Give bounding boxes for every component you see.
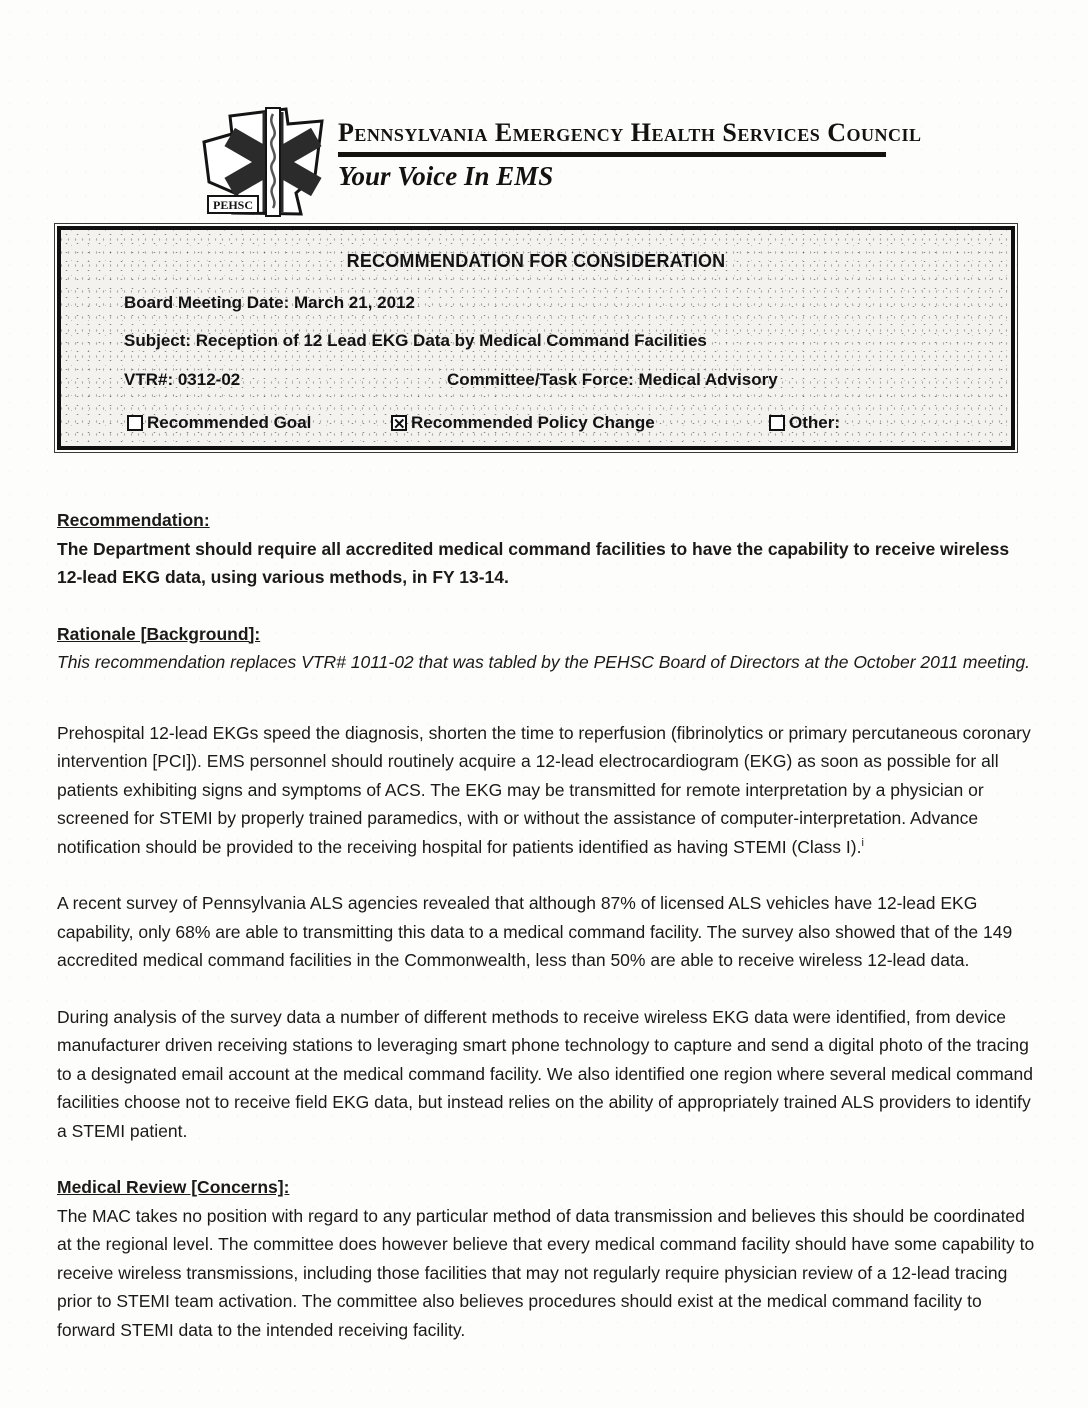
logo-label: PEHSC <box>212 198 254 212</box>
recommendation-heading: Recommendation: <box>57 510 210 530</box>
recommendation-form-box <box>57 226 1015 450</box>
document-body <box>57 506 1037 1372</box>
medical-review-heading: Medical Review [Concerns]: <box>57 1177 290 1197</box>
checkbox-row <box>61 413 1011 437</box>
rationale-heading: Rationale [Background]: <box>57 623 261 644</box>
vtr-row <box>61 370 1011 394</box>
checkbox-unchecked-icon <box>769 415 785 431</box>
committee-task-force: Committee/Task Force: Medical Advisory <box>447 370 778 389</box>
letterhead <box>198 102 922 220</box>
rationale-paragraph-1 <box>57 719 1037 862</box>
rationale-paragraph-1-text: Prehospital 12-lead EKGs speed the diagnosis, shorten the time to reperfusion (fibrinolytics or primary percutaneous coronary intervention [PCI]). EMS personnel should routinely acquire a 12-lead electrocardiogram (EKG) as soon as possible for all patients exhibiting signs and symptoms of ACS. The EKG may be transmitted for remote interpretation by a physician or screened for STEMI by properly trained paramedics, with or without the assistance of computer-interpretation. Advance notification should be provided to the receiving hospital for patients identified as having STEMI (Class I). <box>57 722 1031 857</box>
checkbox-label: Other: <box>789 413 840 432</box>
org-name: Pennsylvania Emergency Health Services Council <box>338 118 922 147</box>
org-tagline: Your Voice In EMS <box>338 161 554 191</box>
letterhead-text <box>338 118 922 220</box>
subject-line: Subject: Reception of 12 Lead EKG Data by Medical Command Facilities <box>124 331 707 350</box>
checkbox-recommended-goal <box>127 413 311 433</box>
recommendation-text: The Department should require all accredited medical command facilities to have the capability to receive wireless 12-lead EKG data, using various methods, in FY 13-14. <box>57 538 1010 587</box>
form-title: RECOMMENDATION FOR CONSIDERATION <box>346 251 726 271</box>
checkbox-label: Recommended Goal <box>147 413 312 432</box>
checkbox-other <box>769 413 840 433</box>
pehsc-logo-icon <box>198 102 328 220</box>
letterhead-rule <box>338 152 886 157</box>
checkbox-label: Recommended Policy Change <box>411 413 655 432</box>
rationale-replaces-note: This recommendation replaces VTR# 1011-02 that was tabled by the PEHSC Board of Directors at the October 2011 meeting. <box>57 652 1031 672</box>
checkbox-recommended-policy-change <box>391 413 655 433</box>
checkbox-checked-icon <box>391 415 407 431</box>
board-meeting-date-row <box>61 293 1011 317</box>
footnote-marker: i <box>861 836 864 849</box>
checkbox-unchecked-icon <box>127 415 143 431</box>
rationale-paragraph-2: A recent survey of Pennsylvania ALS agencies revealed that although 87% of licensed ALS vehicles have 12-lead EKG capability, only 68% are able to transmitting this data to a medical command facility. The survey also showed that of the 149 accredited medical command facilities in the Commonwealth, less than 50% are able to receive wireless 12-lead data. <box>57 893 1013 970</box>
medical-review-paragraph: The MAC takes no position with regard to any particular method of data transmission and believes this should be coordinated at the regional level. The committee does however believe that every medical command facility should have some capability to receive wireless transmissions, including those facilities that may not regularly require physician review of a 12-lead tracing prior to STEMI team activation. The committee also believes procedures should exist at the medical command facility to forward STEMI data to the intended receiving facility. <box>57 1205 1035 1340</box>
rationale-paragraph-3: During analysis of the survey data a number of different methods to receive wireless EKG data were identified, from device manufacturer driven receiving stations to leveraging smart phone technology to capture and send a digital photo of the tracing to a designated email account at the medical command facility. We also identified one region where several medical command facilities choose not to receive field EKG data, but instead relies on the ability of appropriately trained ALS providers to identify a STEMI patient. <box>57 1006 1033 1141</box>
vtr-number: VTR#: 0312-02 <box>124 370 241 389</box>
rod-of-asclepius-icon <box>266 108 280 216</box>
subject-row <box>61 331 1011 355</box>
board-meeting-date: Board Meeting Date: March 21, 2012 <box>124 293 415 312</box>
